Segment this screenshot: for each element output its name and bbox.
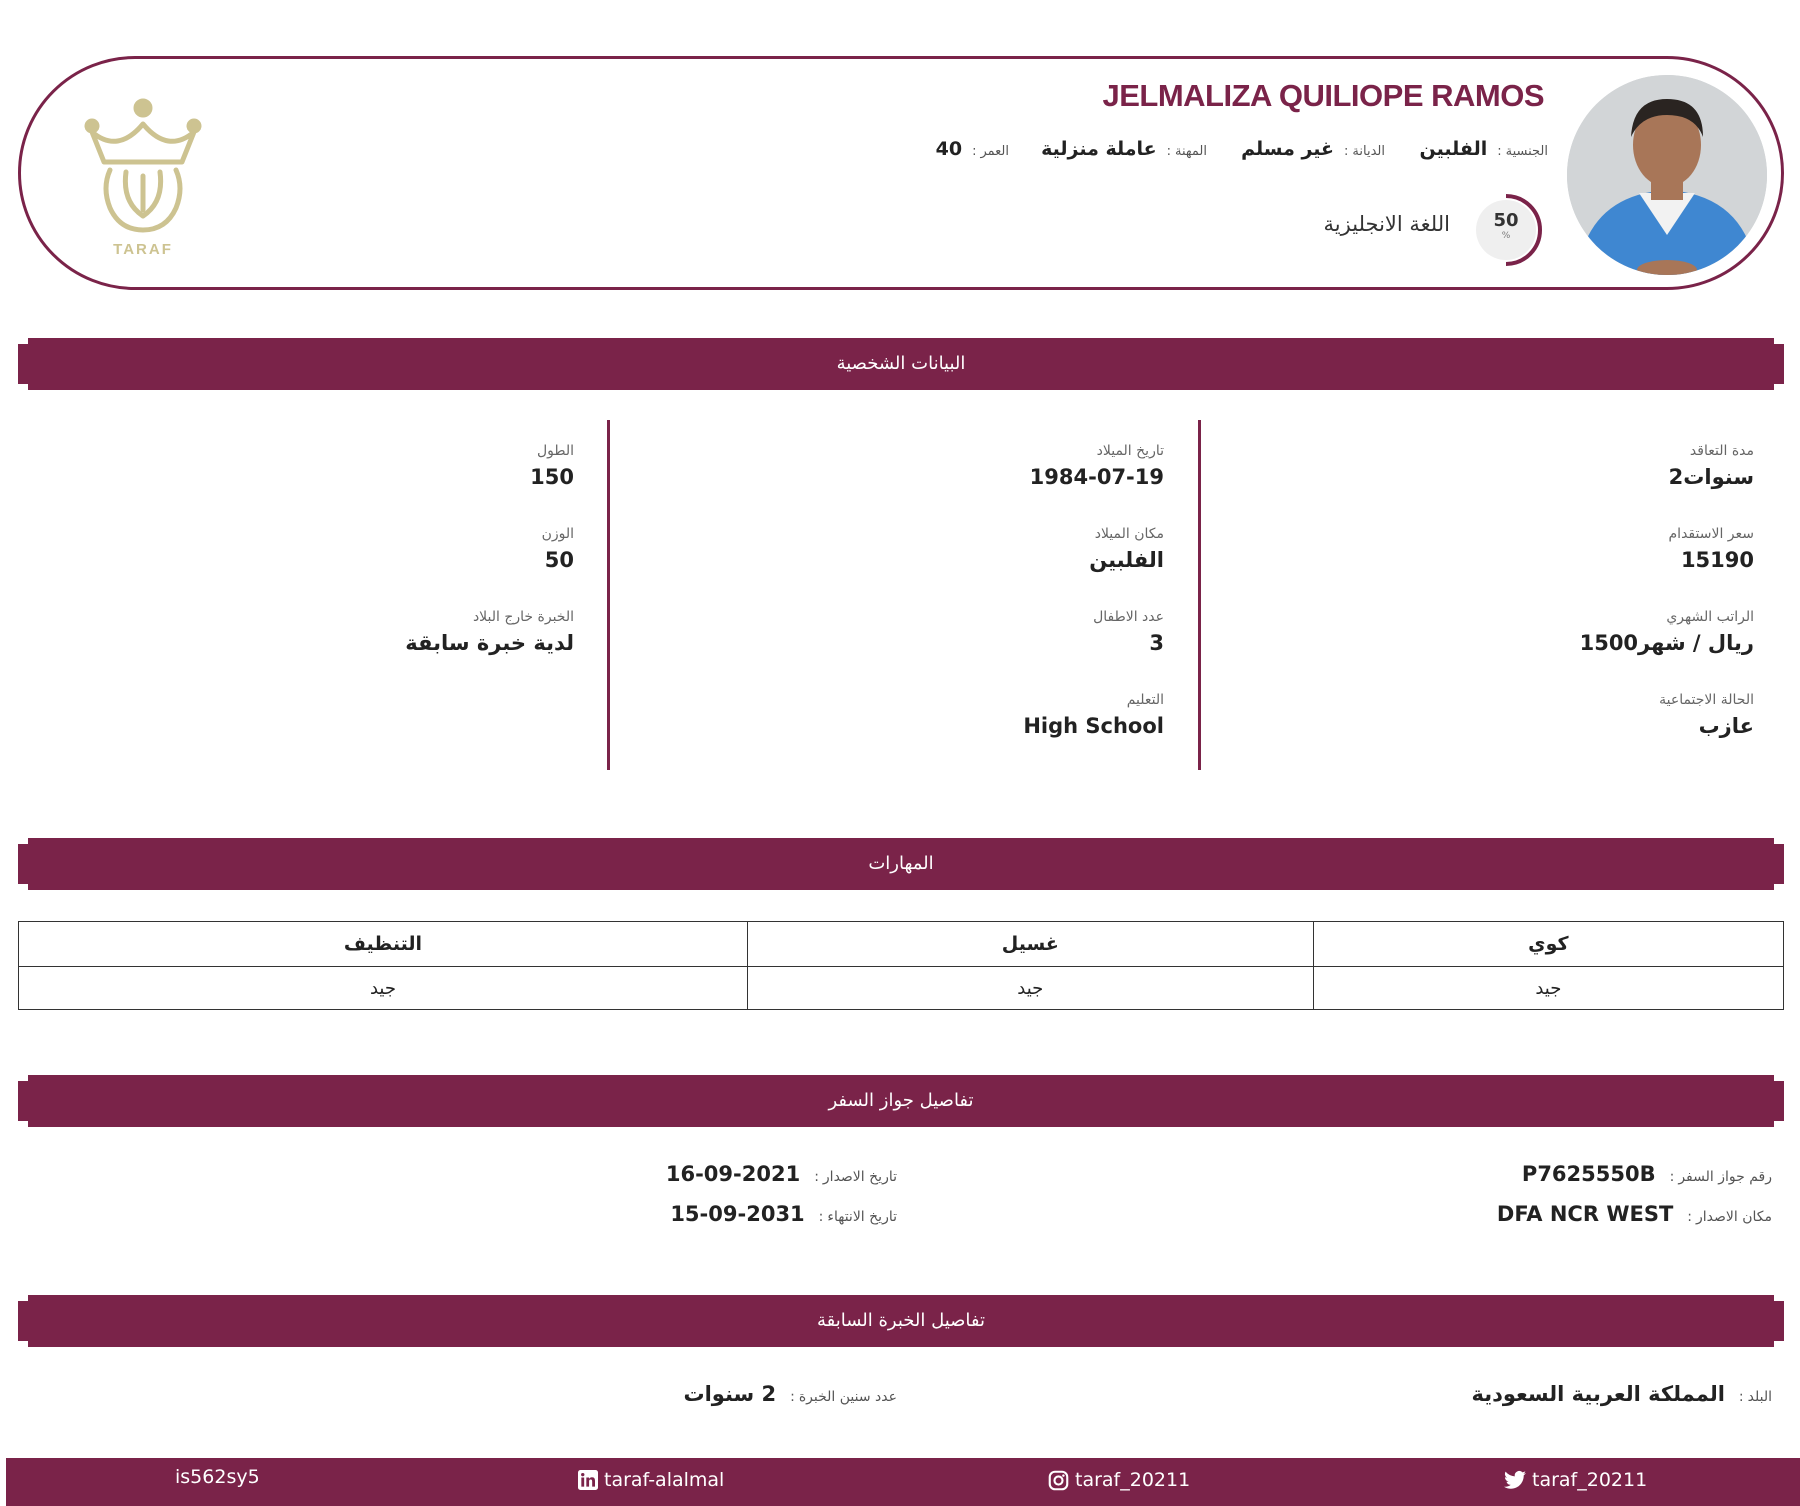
religion-info: الديانة:غير مسلم <box>1241 138 1385 160</box>
field-birth-place <box>784 526 1164 572</box>
field-label: مكان الميلاد <box>1094 526 1164 542</box>
section-banner-passport <box>18 1075 1784 1127</box>
field-value: عازب <box>1698 714 1754 738</box>
language-percent: 50 <box>1493 210 1519 231</box>
passport-expiry-date-row: تاريخ الانتهاء:2031-09-15 <box>670 1202 897 1226</box>
nationality-label: الجنسية <box>1505 144 1548 159</box>
field-label: التعليم <box>1126 692 1164 708</box>
field-label: الراتب الشهري <box>1666 609 1754 625</box>
field-value: 50 <box>544 548 574 572</box>
skills-header-row <box>19 922 1784 967</box>
section-title-personal: البيانات الشخصية <box>836 353 966 374</box>
profession-label: المهنة <box>1175 144 1207 159</box>
field-education <box>784 692 1164 738</box>
field-value: 150 <box>530 465 574 489</box>
issue-date-value: 2021-09-16 <box>665 1162 801 1186</box>
issue-place-label: مكان الاصدار <box>1696 1209 1772 1225</box>
section-title-passport: تفاصيل جواز السفر <box>828 1090 974 1111</box>
column-divider <box>607 420 610 770</box>
footer-code <box>175 1466 260 1488</box>
field-experience-abroad <box>194 609 574 655</box>
religion-value: غير مسلم <box>1241 138 1335 160</box>
experience-years-value: 2 سنوات <box>683 1382 777 1406</box>
skills-level-row <box>19 967 1784 1010</box>
experience-years-label: عدد سنين الخبرة <box>798 1389 897 1405</box>
passport-number-value: P7625550B <box>1521 1162 1656 1186</box>
footer-instagram[interactable] <box>1048 1469 1190 1491</box>
section-title-experience: تفاصيل الخبرة السابقة <box>816 1310 986 1331</box>
age-label: العمر <box>980 144 1009 159</box>
expiry-date-value: 2031-09-15 <box>670 1202 805 1226</box>
experience-country-value: المملكة العربية السعودية <box>1471 1382 1725 1406</box>
field-label: الوزن <box>541 526 574 542</box>
instagram-handle: taraf_20211 <box>1075 1469 1191 1491</box>
field-value: 3 <box>1149 631 1164 655</box>
worker-name: JELMALIZA QUILIOPE RAMOS <box>1102 78 1544 113</box>
profession-value: عاملة منزلية <box>1041 138 1157 160</box>
instagram-icon <box>1048 1470 1069 1491</box>
profession-info: المهنة:عاملة منزلية <box>1041 138 1207 160</box>
skill-name: غسيل <box>747 922 1313 967</box>
age-info: العمر:40 <box>935 138 1009 160</box>
skill-name: كوي <box>1313 922 1783 967</box>
twitter-handle: taraf_20211 <box>1532 1469 1648 1491</box>
field-birth-date <box>784 443 1164 489</box>
field-value: 2سنوات <box>1668 465 1754 489</box>
passport-number-row: رقم جواز السفر:P7625550B <box>1521 1162 1772 1186</box>
nationality-info: الجنسية:الفلبين <box>1419 138 1548 160</box>
experience-years-row: عدد سنين الخبرة:2 سنوات <box>683 1382 897 1406</box>
logo-text: TARAF <box>113 241 173 258</box>
worker-photo <box>1567 75 1767 275</box>
field-label: الخبرة خارج البلاد <box>472 609 574 625</box>
footer-linkedin[interactable] <box>578 1469 724 1491</box>
field-value: الفلبين <box>1089 548 1164 572</box>
passport-issue-date-row: تاريخ الاصدار:2021-09-16 <box>665 1162 897 1186</box>
field-monthly-salary <box>1374 609 1754 655</box>
issue-date-label: تاريخ الاصدار <box>822 1169 897 1185</box>
field-label: عدد الاطفال <box>1093 609 1164 625</box>
expiry-date-label: تاريخ الانتهاء <box>827 1209 897 1225</box>
skill-level: جيد <box>1313 967 1783 1010</box>
profile-code: is562sy5 <box>175 1466 260 1488</box>
field-children-count <box>784 609 1164 655</box>
column-divider <box>1198 420 1201 770</box>
skill-name: التنظيف <box>19 922 748 967</box>
language-label: اللغة الانجليزية <box>1323 212 1450 236</box>
religion-label: الديانة <box>1352 144 1385 159</box>
section-banner-personal <box>18 338 1784 390</box>
field-weight <box>194 526 574 572</box>
section-banner-experience <box>18 1295 1784 1347</box>
field-height <box>194 443 574 489</box>
field-value: 15190 <box>1680 548 1754 572</box>
experience-country-label: البلد <box>1747 1389 1772 1405</box>
footer-twitter[interactable] <box>1504 1469 1647 1491</box>
experience-country-row: البلد:المملكة العربية السعودية <box>1471 1382 1772 1406</box>
field-label: مدة التعاقد <box>1689 443 1754 459</box>
field-value: 1984-07-19 <box>1029 465 1164 489</box>
twitter-icon <box>1504 1470 1526 1490</box>
issue-place-value: DFA NCR WEST <box>1496 1202 1674 1226</box>
field-contract-duration <box>1374 443 1754 489</box>
field-value: 1500ريال / شهر <box>1579 631 1754 655</box>
field-value: High School <box>1023 714 1164 738</box>
language-percent-symbol: % <box>1501 231 1511 241</box>
skill-level: جيد <box>19 967 748 1010</box>
skills-table <box>18 921 1784 1010</box>
field-label: سعر الاستقدام <box>1668 526 1754 542</box>
field-recruitment-price <box>1374 526 1754 572</box>
field-label: الطول <box>536 443 574 459</box>
passport-issue-place-row: مكان الاصدار:DFA NCR WEST <box>1496 1202 1772 1226</box>
linkedin-icon <box>578 1470 598 1490</box>
field-value: لدية خبرة سابقة <box>405 631 574 655</box>
field-label: الحالة الاجتماعية <box>1659 692 1754 708</box>
nationality-value: الفلبين <box>1419 138 1488 160</box>
taraf-logo <box>80 92 206 262</box>
field-label: تاريخ الميلاد <box>1096 443 1164 459</box>
age-value: 40 <box>935 138 963 160</box>
skill-level: جيد <box>747 967 1313 1010</box>
linkedin-handle: taraf-alalmal <box>604 1469 725 1491</box>
field-marital-status <box>1374 692 1754 738</box>
section-banner-skills <box>18 838 1784 890</box>
section-title-skills: المهارات <box>868 853 934 874</box>
passport-number-label: رقم جواز السفر <box>1678 1169 1772 1185</box>
